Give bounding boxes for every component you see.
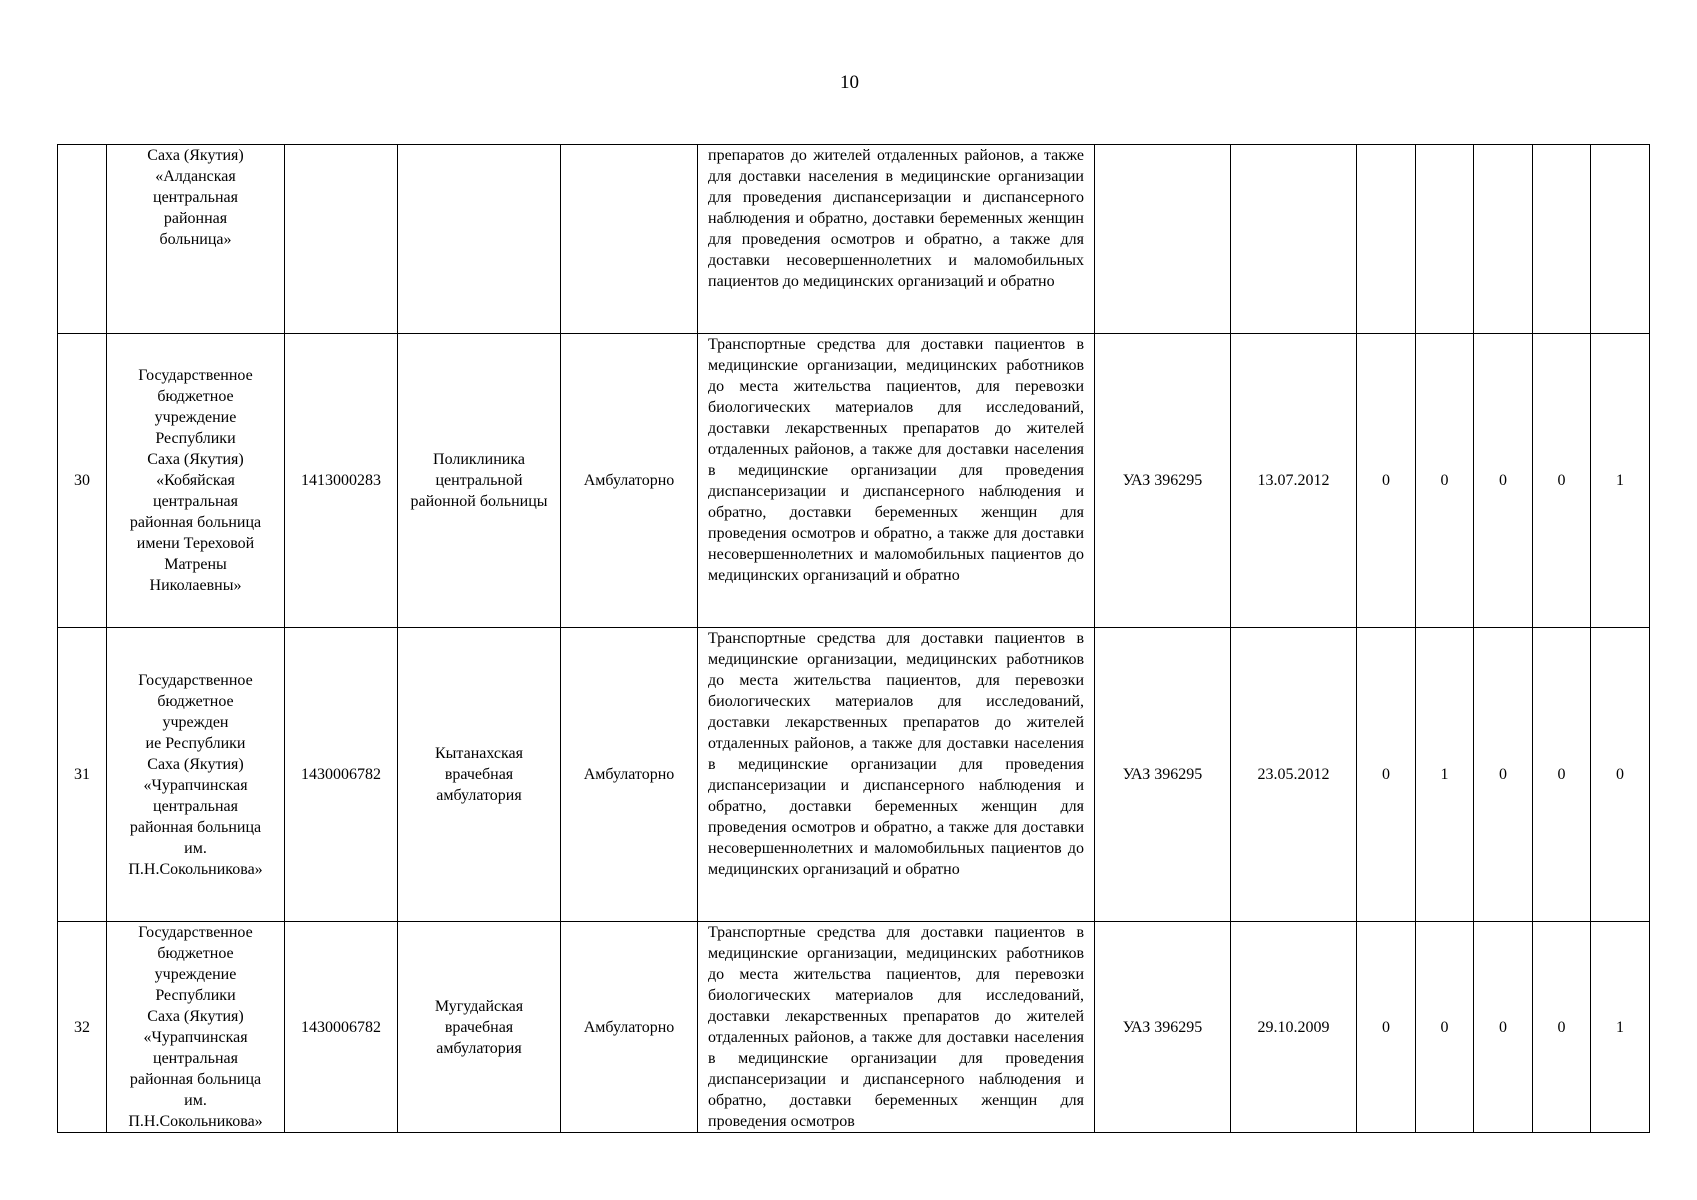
vehicle-purpose	[698, 628, 1095, 922]
vehicle-purpose	[698, 145, 1095, 334]
inn-code	[285, 145, 398, 334]
count-cell	[1357, 145, 1416, 334]
vehicle-model: УАЗ 396295	[1095, 334, 1231, 628]
vehicle-model: УАЗ 396295	[1095, 922, 1231, 1133]
unit-name: Поликлиника центральной районной больницы	[398, 334, 561, 628]
table-row	[58, 628, 1650, 922]
vehicle-date: 23.05.2012	[1231, 628, 1357, 922]
unit-name: Мугудайская врачебная амбулатория	[398, 922, 561, 1133]
row-number: 31	[58, 628, 107, 922]
count-cell: 1	[1591, 922, 1650, 1133]
page-number: 10	[840, 72, 859, 93]
care-mode	[561, 145, 698, 334]
count-cell: 0	[1416, 922, 1474, 1133]
table-row	[58, 334, 1650, 628]
vehicle-date	[1231, 145, 1357, 334]
organization-name: Государственное бюджетное учреждение Республики Саха (Якутия) «Чурапчинская центральная районная больница им. П.Н.Сокольникова»	[107, 922, 285, 1133]
vehicle-purpose-text: Транспортные средства для доставки пациентов в медицинские организации, медицинских работников до места жительства пациентов, для перевозки биологических материалов для исследований, доставки лекарственных препаратов до жителей отдаленных районов, а также для доставки населения в медицинские организации для проведения диспансеризации и диспансерного наблюдения и обратно, доставки беременных женщин для проведения осмотров	[708, 924, 1084, 1130]
vehicle-purpose-text: Транспортные средства для доставки пациентов в медицинские организации, медицинских работников до места жительства пациентов, для перевозки биологических материалов для исследований, доставки лекарственных препаратов до жителей отдаленных районов, а также для доставки населения в медицинские организации для проведения диспансеризации и диспансерного наблюдения и обратно, доставки беременных женщин для проведения осмотров и обратно, а также для доставки несовершеннолетних и маломобильных пациентов до медицинских организаций и обратно	[708, 630, 1084, 878]
table-row	[58, 145, 1650, 334]
vehicle-purpose	[698, 922, 1095, 1133]
count-cell: 0	[1533, 922, 1591, 1133]
vehicle-purpose-text: препаратов до жителей отдаленных районов, а также для доставки населения в медицинские организации для проведения диспансеризации и диспансерного наблюдения и обратно, доставки беременных женщин для проведения осмотров и обратно, а также для доставки несовершеннолетних и маломобильных пациентов до медицинских организаций и обратно	[708, 147, 1084, 290]
organization-name: Саха (Якутия) «Алданская центральная районная больница»	[107, 145, 285, 334]
vehicle-purpose	[698, 334, 1095, 628]
count-cell: 0	[1591, 628, 1650, 922]
count-cell	[1591, 145, 1650, 334]
count-cell: 1	[1591, 334, 1650, 628]
inn-code: 1430006782	[285, 628, 398, 922]
care-mode: Амбулаторно	[561, 334, 698, 628]
vehicle-registry-table	[57, 144, 1650, 1133]
count-cell: 0	[1357, 334, 1416, 628]
vehicle-purpose-text: Транспортные средства для доставки пациентов в медицинские организации, медицинских работников до места жительства пациентов, для перевозки биологических материалов для исследований, доставки лекарственных препаратов до жителей отдаленных районов, а также для доставки населения в медицинские организации для проведения диспансеризации и диспансерного наблюдения и обратно, доставки беременных женщин для проведения осмотров и обратно, а также для доставки несовершеннолетних и маломобильных пациентов до медицинских организаций и обратно	[708, 336, 1084, 584]
count-cell: 0	[1474, 628, 1533, 922]
count-cell: 0	[1474, 922, 1533, 1133]
care-mode: Амбулаторно	[561, 628, 698, 922]
count-cell	[1533, 145, 1591, 334]
inn-code: 1430006782	[285, 922, 398, 1133]
vehicle-date: 29.10.2009	[1231, 922, 1357, 1133]
count-cell	[1416, 145, 1474, 334]
count-cell: 1	[1416, 628, 1474, 922]
count-cell	[1474, 145, 1533, 334]
organization-name: Государственное бюджетное учрежден ие Республики Саха (Якутия) «Чурапчинская центральная районная больница им. П.Н.Сокольникова»	[107, 628, 285, 922]
count-cell: 0	[1474, 334, 1533, 628]
vehicle-model	[1095, 145, 1231, 334]
care-mode: Амбулаторно	[561, 922, 698, 1133]
vehicle-model: УАЗ 396295	[1095, 628, 1231, 922]
vehicle-date: 13.07.2012	[1231, 334, 1357, 628]
row-number: 32	[58, 922, 107, 1133]
count-cell: 0	[1357, 628, 1416, 922]
unit-name: Кытанахская врачебная амбулатория	[398, 628, 561, 922]
count-cell: 0	[1533, 628, 1591, 922]
count-cell: 0	[1416, 334, 1474, 628]
row-number: 30	[58, 334, 107, 628]
count-cell: 0	[1533, 334, 1591, 628]
unit-name	[398, 145, 561, 334]
inn-code: 1413000283	[285, 334, 398, 628]
organization-name: Государственное бюджетное учреждение Республики Саха (Якутия) «Кобяйская центральная районная больница имени Тереховой Матрены Николаевны»	[107, 334, 285, 628]
row-number	[58, 145, 107, 334]
count-cell: 0	[1357, 922, 1416, 1133]
table-row	[58, 922, 1650, 1133]
